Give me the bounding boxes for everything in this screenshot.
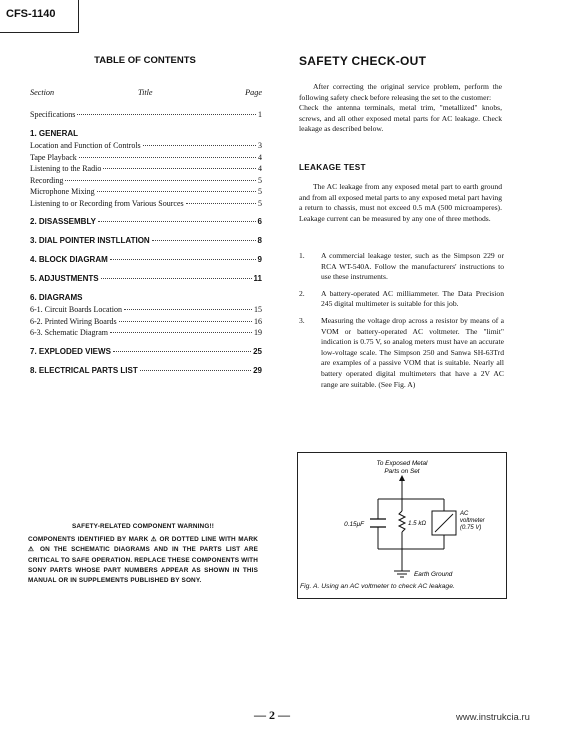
method-item	[299, 251, 504, 283]
toc-entry	[30, 347, 262, 359]
toc-entry-page: 9	[257, 255, 262, 264]
toc-leader-dots	[143, 145, 256, 146]
toc-entry	[30, 328, 262, 340]
toc-leader-dots	[119, 321, 252, 322]
toc-entry	[30, 274, 262, 286]
leakage-text: The AC leakage from any exposed metal part to earth ground and from all exposed metal parts to any exposed metal part having a return to chassis, must not exceed 0.5 mA (500 microamperes). Leakage current can be measured by any one of three methods.	[299, 182, 502, 223]
toc-entry	[30, 305, 262, 317]
col-section: Section	[30, 88, 55, 97]
warning-title: SAFETY-RELATED COMPONENT WARNING!!	[71, 523, 215, 530]
model-number: CFS-1140	[6, 8, 56, 20]
toc-entry	[30, 236, 262, 248]
toc-leader-dots	[77, 114, 256, 115]
watermark-text: www.instrukcia.ru	[456, 712, 530, 723]
toc-leader-dots	[65, 180, 256, 181]
toc-entry-label: 6-3. Schematic Diagram	[30, 328, 108, 337]
toc-leader-dots	[113, 351, 251, 352]
toc-leader-dots	[110, 259, 256, 260]
toc-entry-page: 29	[253, 365, 262, 375]
toc-entry	[30, 255, 262, 267]
toc-entry-page: 8	[257, 236, 262, 245]
toc-title: TABLE OF CONTENTS	[94, 55, 196, 66]
ground-symbol	[394, 571, 410, 577]
toc-entry	[30, 187, 262, 199]
warning-text: COMPONENTS IDENTIFIED BY MARK ⚠ OR DOTTED LINE WITH MARK ⚠ ON THE SCHEMATIC DIAGRAMS AND IN THE PARTS LIST ARE CRITICAL TO SAFE OPERATION. REPLACE THESE COMPONENTS WITH SONY PARTS WHOSE PART NUMBERS APPEAR AS SHOWN IN THIS MANUAL OR IN SUPPLEMENTS PUBLISHED BY SONY.	[28, 536, 258, 585]
toc-leader-dots	[110, 332, 252, 333]
toc-entry-page: 25	[253, 346, 262, 356]
toc-entry-label: Recording	[30, 175, 64, 185]
toc-entry-label: 3. DIAL POINTER INSTLLATION	[30, 236, 150, 245]
safety-warning	[28, 522, 258, 586]
method-number: 1.	[299, 251, 305, 260]
toc-leader-dots	[98, 221, 256, 222]
toc-entry-page: 5	[258, 198, 262, 208]
capacitor-label: 0.15μF	[344, 521, 364, 528]
toc-entry-label: 8. ELECTRICAL PARTS LIST	[30, 365, 138, 375]
intro-paragraph-1: After correcting the original service problem, perform the following safety check before releasing the set to the customer:	[299, 82, 502, 102]
toc-entry-page: 4	[258, 164, 262, 173]
toc-entry-label: 1. GENERAL	[30, 129, 79, 138]
toc-entry-page: 6	[257, 217, 262, 226]
toc-leader-dots	[103, 168, 256, 169]
method-item	[299, 289, 504, 310]
toc-entry-page: 4	[258, 152, 262, 162]
toc-entry	[30, 164, 262, 176]
toc-entry	[30, 293, 262, 305]
toc-entry-page: 19	[254, 328, 262, 337]
toc-entry-page: 11	[253, 274, 262, 283]
toc-entry-label: 7. EXPLODED VIEWS	[30, 346, 111, 356]
toc-entry	[30, 129, 262, 141]
leakage-paragraph	[299, 182, 502, 224]
page-number: — 2 —	[254, 708, 290, 722]
toc-entry-page: 5	[258, 175, 262, 185]
toc-entry-label: 4. BLOCK DIAGRAM	[30, 255, 108, 264]
figure-a	[297, 452, 507, 599]
meter-label-1: AC	[460, 511, 469, 517]
toc-entry-label: 6. DIAGRAMS	[30, 293, 83, 302]
meter-label-3: (0.75 V)	[460, 525, 482, 531]
intro-paragraph-2: Check the antenna terminals, metal trim, "metallized" knobs, screws, and all other exposed metal parts for AC leakage. Check leakage as described below.	[299, 103, 502, 134]
ground-label: Earth Ground	[414, 571, 453, 578]
safety-intro	[299, 82, 502, 135]
safety-title: SAFETY CHECK-OUT	[299, 54, 427, 68]
method-text: A commercial leakage tester, such as the Simpson 229 or RCA WT-540A. Follow the manufacturers' instructions to use these instruments.	[321, 251, 504, 282]
toc-entry	[30, 217, 262, 229]
method-number: 3.	[299, 315, 305, 325]
model-tag	[0, 0, 79, 33]
method-text: Measuring the voltage drop across a resistor by means of a VOM or battery-operated AC voltmeter. The "limit" indication is 0.75 V, so analog meters must have an accurate low-voltage scale. The Simpson 250 and Sanwa SH-63Trd are examples of a passive VOM that is suitable. Nearly all battery operated digital multimeters that have a 2V AC range are suitable. (See Fig. A)	[321, 315, 504, 389]
method-item	[299, 316, 504, 390]
capacitor-symbol	[370, 519, 386, 527]
toc-leader-dots	[124, 309, 252, 310]
leakage-test-title: LEAKAGE TEST	[299, 163, 366, 172]
toc-list	[30, 110, 262, 378]
meter-label-2: voltmeter	[460, 518, 485, 524]
toc-entry	[30, 153, 262, 165]
voltmeter-symbol	[432, 511, 456, 535]
toc-entry-page: 15	[254, 305, 262, 314]
fig-top-label-2: Parts on Set	[384, 468, 420, 475]
toc-entry	[30, 176, 262, 188]
toc-entry	[30, 199, 262, 211]
figure-caption: Fig. A. Using an AC voltmeter to check AC leakage.	[300, 583, 455, 590]
methods-list	[299, 251, 504, 396]
method-text: A battery-operated AC milliammeter. The Data Precision 245 digital multimeter is suitable for this job.	[321, 288, 504, 309]
toc-leader-dots	[97, 191, 256, 192]
col-page: Page	[245, 88, 262, 97]
toc-entry-label: 6-2. Printed Wiring Boards	[30, 316, 117, 326]
toc-entry-label: Specifications	[30, 110, 76, 119]
toc-entry-page: 3	[258, 141, 262, 150]
toc-entry-label: Tape Playback	[30, 152, 77, 162]
col-title: Title	[138, 88, 153, 97]
toc-entry-label: 5. ADJUSTMENTS	[30, 274, 99, 283]
toc-leader-dots	[152, 240, 256, 241]
toc-leader-dots	[186, 203, 256, 204]
toc-leader-dots	[140, 370, 251, 371]
toc-entry-label: Location and Function of Controls	[30, 141, 141, 150]
toc-entry-page: 16	[254, 316, 262, 326]
probe-arrow	[399, 475, 405, 499]
resistor-label: 1.5 kΩ	[408, 520, 427, 527]
toc-entry-page: 1	[258, 110, 262, 119]
toc-entry-label: 6-1. Circuit Boards Location	[30, 305, 122, 314]
toc-entry	[30, 141, 262, 153]
toc-entry-page: 5	[258, 187, 262, 196]
toc-entry-label: Microphone Mixing	[30, 187, 95, 196]
toc-entry	[30, 110, 262, 122]
toc-entry-label: 2. DISASSEMBLY	[30, 217, 96, 226]
toc-entry	[30, 366, 262, 378]
leakage-circuit-diagram	[298, 453, 506, 598]
toc-leader-dots	[101, 278, 252, 279]
fig-top-label-1: To Exposed Metal	[376, 460, 428, 467]
toc-leader-dots	[79, 157, 256, 158]
toc-entry-label: Listening to the Radio	[30, 164, 102, 173]
toc-entry	[30, 317, 262, 329]
method-number: 2.	[299, 288, 305, 298]
toc-entry-label: Listening to or Recording from Various Sources	[30, 198, 184, 208]
